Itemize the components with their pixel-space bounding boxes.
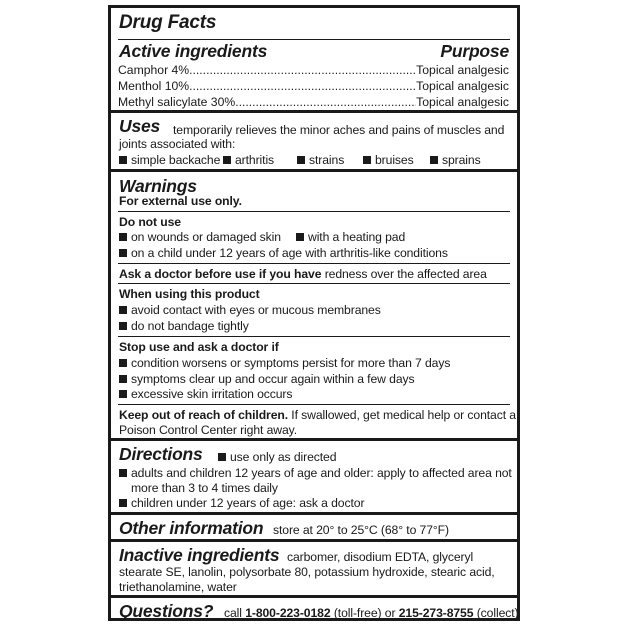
uses-item: strains [297,153,344,167]
bullet-square-icon [119,233,127,241]
ingredient-purpose: Topical analgesic [416,95,509,109]
uses-item: bruises [363,153,414,167]
stop-use-heading: Stop use and ask a doctor if [119,340,279,354]
ingredient-row [118,79,509,93]
bullet-square-icon [119,156,127,164]
bullet-square-icon [119,375,127,383]
uses-text: temporarily relieves the minor aches and pains of muscles and [173,123,505,137]
bullet-square-icon [119,322,127,330]
questions-text: call 1-800-223-0182 (toll-free) or 215-273-8755 (collect) [224,606,519,620]
do-not-use-item: on a child under 12 years of age with arthritis-like conditions [119,246,448,260]
active-ingredients-heading: Active ingredients [119,41,268,61]
divider [118,283,510,284]
inactive-text: triethanolamine, water [119,580,237,594]
bullet-square-icon [119,249,127,257]
do-not-use-heading: Do not use [119,215,181,229]
uses-section [111,113,517,172]
bullet-square-icon [119,499,127,507]
active-ingredients-section [111,8,517,113]
ingredient-name: Methyl salicylate 30% [118,95,236,109]
warnings-section [111,172,517,441]
uses-text: joints associated with: [119,137,236,151]
divider [118,336,510,337]
ask-doctor-line: Ask a doctor before use if you have redness over the affected area [119,267,487,281]
storage-text: store at 20° to 25°C (68° to 77°F) [273,523,449,537]
external-use-text: For external use only. [119,194,242,208]
directions-item-continued: more than 3 to 4 times daily [131,481,278,495]
bullet-square-icon [223,156,231,164]
divider [118,263,510,264]
questions-heading: Questions? [119,601,214,621]
leader-dots [235,95,416,109]
directions-item: use only as directed [218,450,336,464]
bullet-square-icon [119,359,127,367]
bullet-square-icon [296,233,304,241]
inactive-text: carbomer, disodium EDTA, glyceryl [287,550,474,564]
other-information-heading: Other information [119,518,264,538]
uses-item: sprains [430,153,481,167]
bullet-square-icon [218,453,226,461]
uses-item: simple backache [119,153,220,167]
when-using-item: do not bandage tightly [119,319,249,333]
stop-use-item: condition worsens or symptoms persist for more than 7 days [119,356,450,370]
do-not-use-item: on wounds or damaged skin [119,230,281,244]
divider [118,404,510,405]
when-using-item: avoid contact with eyes or mucous membranes [119,303,381,317]
ingredient-row [118,63,509,77]
ingredient-purpose: Topical analgesic [416,63,509,77]
leader-dots [189,63,416,77]
stop-use-item: excessive skin irritation occurs [119,387,292,401]
divider [118,211,510,212]
inactive-ingredients-section [111,542,517,598]
keep-out-line: Poison Control Center right away. [119,423,298,437]
directions-item: children under 12 years of age: ask a doctor [119,496,364,510]
when-using-heading: When using this product [119,287,260,301]
bullet-square-icon [119,469,127,477]
bullet-square-icon [119,306,127,314]
leader-dots [189,79,416,93]
ingredient-row [118,95,509,109]
uses-item: arthritis [223,153,274,167]
directions-heading: Directions [119,444,203,464]
drug-facts-title: Drug Facts [119,12,217,33]
ingredient-name: Menthol 10% [118,79,190,93]
stop-use-item: symptoms clear up and occur again within a few days [119,372,414,386]
other-information-section [111,515,517,542]
ingredient-purpose: Topical analgesic [416,79,509,93]
bullet-square-icon [430,156,438,164]
keep-out-line: Keep out of reach of children. If swallowed, get medical help or contact a [119,408,516,422]
phone-toll-free: 1-800-223-0182 [245,606,331,620]
divider [118,39,510,40]
warnings-heading: Warnings [119,176,197,196]
ingredient-name: Camphor 4% [118,63,190,77]
bullet-square-icon [363,156,371,164]
directions-item: adults and children 12 years of age and older: apply to affected area not [119,466,512,480]
bullet-square-icon [297,156,305,164]
questions-section [111,598,517,624]
directions-section [111,441,517,515]
uses-heading: Uses [119,116,161,136]
bullet-square-icon [119,390,127,398]
drug-facts-panel [108,5,520,621]
phone-collect: 215-273-8755 [398,606,474,620]
inactive-text: stearate SE, lanolin, polysorbate 80, potassium hydroxide, stearic acid, [119,565,495,579]
do-not-use-item: with a heating pad [296,230,405,244]
purpose-heading: Purpose [440,41,509,61]
inactive-ingredients-heading: Inactive ingredients [119,545,280,565]
